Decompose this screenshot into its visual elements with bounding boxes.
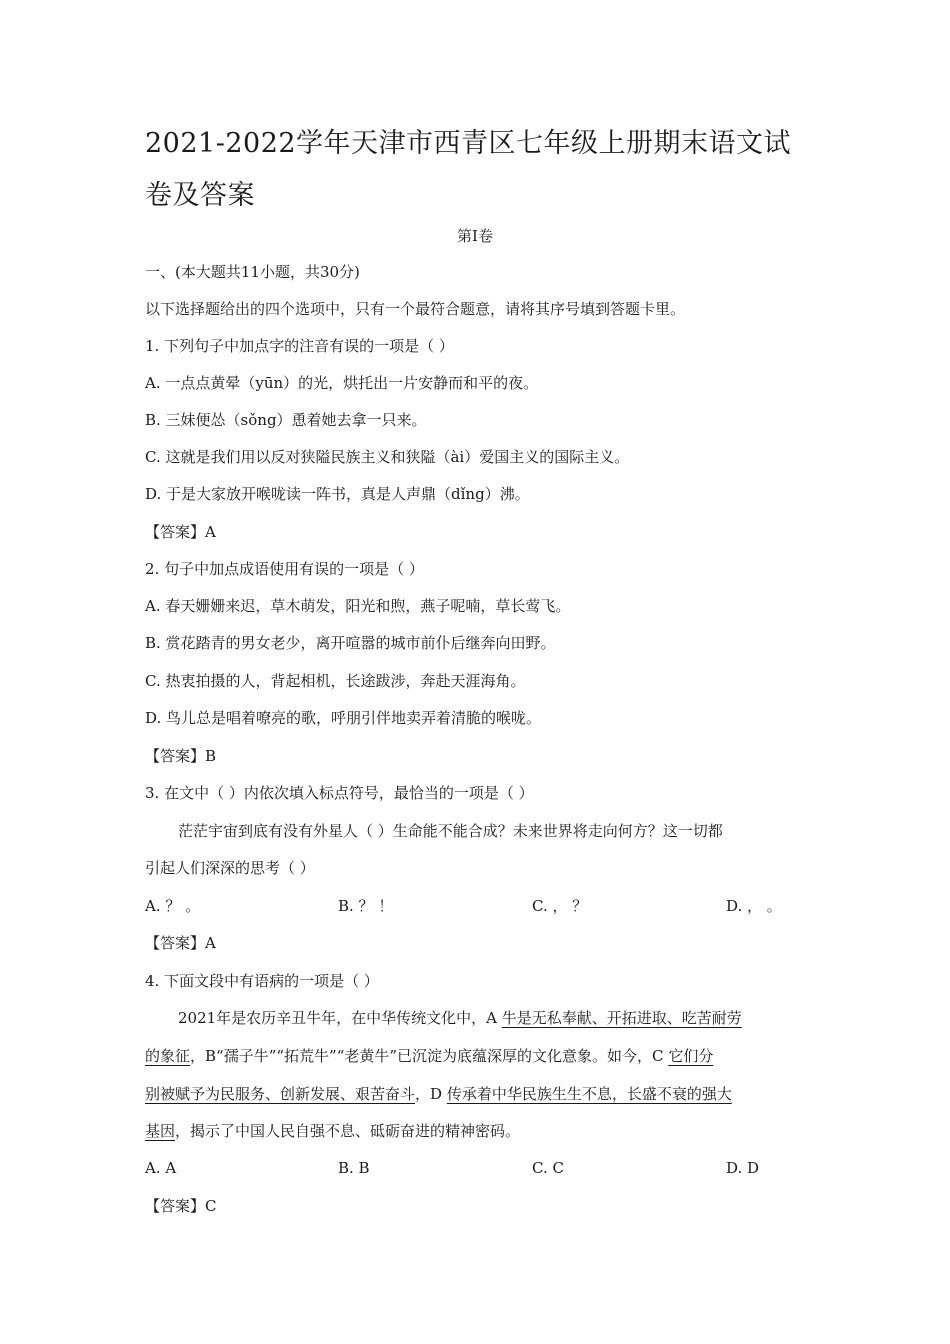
q4-underlined-d-end: 基因 [145, 1122, 176, 1140]
q4-passage-line-3 [145, 1084, 732, 1104]
q1-option-b: B. 三妹便怂（sǒng）恿着她去拿一只来。 [145, 411, 427, 429]
q2-answer: 【答案】B [145, 747, 217, 765]
q2-stem: 2. 句子中加点成语使用有误的一项是（ ） [145, 560, 424, 578]
q4-option-c: C. C [532, 1159, 564, 1177]
q2-option-d: D. 鸟儿总是唱着嘹亮的歌，呼朋引伴地卖弄着清脆的喉咙。 [145, 709, 542, 727]
q4-option-d: D. D [726, 1159, 760, 1177]
q4-stem: 4. 下面文段中有语病的一项是（ ） [145, 972, 379, 990]
q4-answer: 【答案】C [145, 1197, 217, 1215]
q3-option-c: C. ， ？ [532, 897, 588, 915]
section-heading: 一、(本大题共11小题，共30分) [145, 263, 360, 281]
q3-passage-line-2: 引起人们深深的思考（ ） [145, 859, 315, 877]
q4-text: ，D [415, 1085, 447, 1103]
q4-underlined-d: 传承着中华民族生生不息，长盛不衰的强大 [446, 1085, 732, 1103]
q1-option-d: D. 于是大家放开喉咙读一阵书，真是人声鼎（dǐng）沸。 [145, 485, 530, 503]
q4-passage-line-4 [145, 1121, 520, 1141]
q4-underlined-a: 牛是无私奉献、开拓进取、吃苦耐劳 [501, 1009, 742, 1027]
instruction-text: 以下选择题给出的四个选项中，只有一个最符合题意，请将其序号填到答题卡里。 [145, 300, 686, 318]
q4-option-a: A. A [145, 1159, 177, 1177]
q2-option-b: B. 赏花踏青的男女老少，离开喧嚣的城市前仆后继奔向田野。 [145, 634, 556, 652]
q4-option-b: B. B [338, 1159, 370, 1177]
q3-option-d: D. ， 。 [726, 897, 782, 915]
q4-text: ，揭示了中国人民自强不息、砥砺奋进的精神密码。 [175, 1122, 521, 1140]
q1-answer: 【答案】A [145, 523, 216, 541]
q3-answer: 【答案】A [145, 934, 216, 952]
q3-option-b: B. ？ ！ [338, 897, 394, 915]
q2-option-c: C. 热衷拍摄的人，背起相机，长途跋涉，奔赴天涯海角。 [145, 672, 526, 690]
q3-stem: 3. 在文中（ ）内依次填入标点符号，最恰当的一项是（ ） [145, 784, 534, 802]
q1-option-c: C. 这就是我们用以反对狭隘民族主义和狭隘（ài）爱国主义的国际主义。 [145, 448, 630, 466]
volume-label: 第I卷 [457, 227, 493, 245]
q3-option-a: A. ？ 。 [145, 897, 201, 915]
q4-text: 2021年是农历辛丑牛年，在中华传统文化中，A [178, 1009, 502, 1027]
document-title: 2021-2022学年天津市西青区七年级上册期末语文试卷及答案 [145, 128, 792, 211]
q4-passage-line-1 [178, 1008, 742, 1028]
q4-text: ，B“孺子牛”“拓荒牛”“老黄牛”已沉淀为底蕴深厚的文化意象。如今，C [190, 1047, 669, 1065]
q1-option-a: A. 一点点黄晕（yūn）的光，烘托出一片安静而和平的夜。 [145, 374, 539, 392]
q2-option-a: A. 春天姗姗来迟，草木萌发，阳光和煦，燕子呢喃，草长莺飞。 [145, 597, 571, 615]
q4-underlined-c-end: 别被赋予为民服务、创新发展、艰苦奋斗 [145, 1085, 416, 1103]
q3-passage-line-1: 茫茫宇宙到底有没有外星人（ ）生命能不能合成？未来世界将走向何方？这一切都 [178, 822, 723, 840]
q4-passage-line-2 [145, 1046, 713, 1066]
q1-stem: 1. 下列句子中加点字的注音有误的一项是（ ） [145, 337, 454, 355]
q4-underlined-c: 它们分 [668, 1047, 714, 1065]
q4-underlined-a-end: 的象征 [145, 1047, 191, 1065]
